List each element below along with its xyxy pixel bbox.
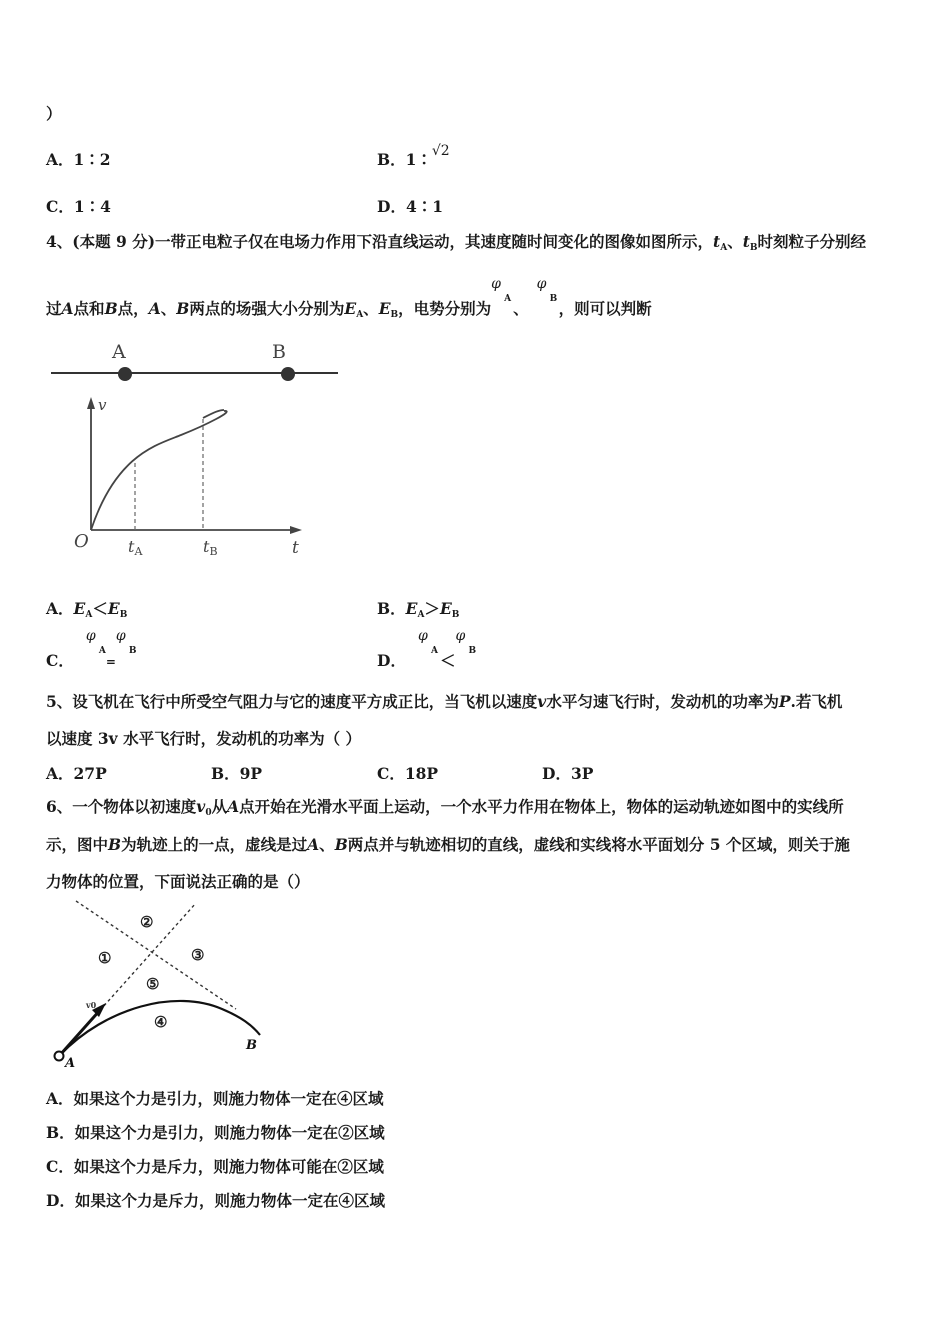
q4-tick-tA-sub: A bbox=[134, 545, 143, 558]
q4-tA: t bbox=[713, 232, 721, 251]
q6-line2 bbox=[46, 833, 850, 855]
q4-opt-d-phi1-sub: A bbox=[430, 646, 438, 656]
q4-phi-b-glyph: φ bbox=[536, 276, 547, 292]
q4-l2-c: 点， bbox=[117, 299, 149, 318]
q5-line2: 以速度 3v 水平飞行时，发动机的功率为（ ） bbox=[46, 729, 361, 748]
q4-l2-d: 、 bbox=[160, 299, 177, 318]
q4-label-a: A bbox=[112, 341, 126, 363]
q6-region-4: ④ bbox=[154, 1013, 168, 1031]
q4-option-a bbox=[46, 597, 127, 619]
q4-opt-c-phi2 bbox=[115, 628, 138, 666]
q4-tick-tA bbox=[128, 537, 143, 558]
q4-l2-A2: A bbox=[148, 299, 161, 318]
q4-l2-g: ，则可以判断 bbox=[558, 299, 652, 318]
q4-l2-f: ，电势分别为 bbox=[398, 299, 492, 318]
q4-phi-b-sub: B bbox=[549, 294, 558, 304]
q4-opt-d-phi2-sub: B bbox=[468, 646, 477, 656]
q4-option-d bbox=[377, 628, 477, 671]
q5-l1-P: P bbox=[778, 692, 791, 711]
q4-l2-sep2: 、 bbox=[513, 299, 529, 318]
q4-opt-c-phi2-sub: B bbox=[128, 646, 137, 656]
q4-l2-b: 点和 bbox=[73, 299, 105, 318]
q4-l2-sep: 、 bbox=[363, 299, 379, 318]
q3-option-d: D．4∶1 bbox=[377, 197, 444, 216]
q6-label-b: B bbox=[246, 1038, 257, 1053]
q4-option-c bbox=[46, 628, 138, 671]
q4-opt-a-E1: E bbox=[73, 599, 86, 618]
q6-l1-a: 6、一个物体以初速度 bbox=[46, 797, 197, 816]
q6-region-5: ⑤ bbox=[146, 975, 160, 993]
q4-origin-label: O bbox=[74, 531, 89, 552]
q6-l1-b: 从 bbox=[211, 797, 228, 816]
q4-l2-E2-sub: B bbox=[390, 310, 399, 320]
q4-option-b bbox=[377, 597, 459, 619]
q6-l2-c: 、 bbox=[319, 835, 335, 854]
q4-opt-c-rel: = bbox=[105, 655, 116, 669]
q6-region-3: ③ bbox=[191, 946, 205, 964]
q3-option-c: C．1∶4 bbox=[46, 197, 111, 216]
q4-tick-tB-sub: B bbox=[209, 545, 218, 558]
q4-l2-B: B bbox=[104, 299, 118, 318]
q4-l2-a: 过 bbox=[46, 299, 62, 318]
q4-point-b bbox=[281, 367, 295, 381]
q4-opt-b-label: B． bbox=[377, 599, 406, 618]
q6-line3: 力物体的位置，下面说法正确的是（） bbox=[46, 872, 310, 891]
q4-l2-e: 两点的场强大小分别为 bbox=[189, 299, 345, 318]
q6-l1-A: A bbox=[227, 797, 240, 816]
q4-phi-a-sub: A bbox=[504, 294, 512, 304]
q4-l2-E2: E bbox=[378, 299, 391, 318]
q5-option-a: A．27P bbox=[46, 764, 107, 783]
q5-option-b: B．9P bbox=[211, 764, 263, 783]
q6-label-v0: v0 bbox=[86, 1000, 97, 1010]
q6-option-a: A．如果这个力是引力，则施力物体一定在④区域 bbox=[46, 1089, 384, 1108]
q6-l2-A: A bbox=[307, 835, 320, 854]
q4-tick-tB bbox=[203, 537, 218, 558]
q5-option-d: D．3P bbox=[542, 764, 594, 783]
q4-tB-sub: B bbox=[749, 243, 758, 253]
q4-line1 bbox=[46, 230, 866, 252]
q6-l2-a: 示，图中 bbox=[46, 835, 109, 854]
q4-tick-tA-t: t bbox=[128, 537, 135, 556]
q4-opt-a-sub1: A bbox=[85, 610, 93, 620]
q6-l2-B2: B bbox=[334, 835, 348, 854]
q4-vt-curve bbox=[91, 411, 227, 530]
q3-option-a: A．1∶2 bbox=[46, 150, 111, 169]
q4-axis-t-label: t bbox=[292, 538, 299, 558]
q5-l1-mid: 水平匀速飞行时，发动机的功率为 bbox=[546, 692, 779, 711]
q6-l1-c: 点开始在光滑水平面上运动，一个水平力作用在物体上，物体的运动轨迹如图中的实线所 bbox=[239, 797, 844, 816]
q4-point-a bbox=[118, 367, 132, 381]
q4-opt-b-E1: E bbox=[405, 599, 418, 618]
q4-opt-c-phi1-glyph: φ bbox=[85, 628, 96, 644]
q5-l1-post: .若飞机 bbox=[790, 692, 843, 711]
q4-l2-B2: B bbox=[176, 299, 190, 318]
q6-label-a: A bbox=[65, 1056, 76, 1071]
q4-opt-a-sub2: B bbox=[119, 610, 128, 620]
q4-tick-tB-t: t bbox=[203, 537, 210, 556]
q4-opt-c-phi1 bbox=[85, 628, 108, 666]
q4-l2-A: A bbox=[61, 299, 74, 318]
q4-opt-d-phi2-glyph: φ bbox=[455, 628, 466, 644]
q3-option-b bbox=[377, 143, 450, 170]
q4-label-b: B bbox=[272, 341, 286, 363]
q4-opt-d-rel: ＜ bbox=[439, 651, 456, 670]
q4-opt-a-label: A． bbox=[46, 599, 74, 618]
q4-axis-v-label: v bbox=[98, 396, 107, 414]
q4-t-arrow bbox=[290, 526, 302, 534]
q5-l1-v: v bbox=[537, 692, 547, 711]
q4-opt-a-E2: E bbox=[107, 599, 120, 618]
q6-line1 bbox=[46, 795, 844, 817]
q4-opt-b-E2: E bbox=[439, 599, 452, 618]
q6-region-2: ② bbox=[140, 913, 154, 931]
q6-region-1: ① bbox=[98, 949, 112, 967]
q4-opt-a-rel: ＜ bbox=[92, 599, 108, 618]
q4-phi-b bbox=[536, 276, 559, 314]
q6-option-d: D．如果这个力是斥力，则施力物体一定在④区域 bbox=[46, 1191, 385, 1210]
q3-option-b-text: B．1∶ bbox=[377, 150, 432, 169]
q4-opt-b-sub1: A bbox=[417, 610, 425, 620]
q3-paren: ） bbox=[46, 104, 62, 123]
q6-figure bbox=[46, 897, 276, 1072]
q5-option-c: C．18P bbox=[377, 764, 439, 783]
q6-point-a bbox=[55, 1052, 64, 1061]
q4-opt-b-sub2: B bbox=[451, 610, 460, 620]
q4-opt-c-phi2-glyph: φ bbox=[115, 628, 126, 644]
q4-opt-d-phi1 bbox=[417, 628, 440, 666]
q4-opt-b-rel: ＞ bbox=[424, 599, 440, 618]
q6-l1-v0-sub: 0 bbox=[205, 808, 212, 818]
q4-opt-d-phi1-glyph: φ bbox=[417, 628, 428, 644]
q4-line1-pre: 4、(本题 9 分)一带正电粒子仅在电场力作用下沿直线运动，其速度随时间变化的图像如图所示， bbox=[46, 232, 714, 251]
q4-opt-c-label: C． bbox=[46, 651, 74, 670]
q6-l2-B: B bbox=[108, 835, 122, 854]
q3-option-b-root: √2 bbox=[431, 143, 450, 159]
q4-phi-a bbox=[491, 276, 513, 314]
q4-sep: 、 bbox=[727, 232, 743, 251]
q6-l2-d: 两点并与轨迹相切的直线，虚线和实线将水平面划分 5 个区域，则关于施 bbox=[347, 835, 850, 854]
q6-option-c: C．如果这个力是斥力，则施力物体可能在②区域 bbox=[46, 1157, 384, 1176]
q5-line1 bbox=[46, 690, 842, 712]
q6-option-b: B．如果这个力是引力，则施力物体一定在②区域 bbox=[46, 1123, 385, 1142]
q6-l1-v0: v bbox=[196, 797, 206, 816]
q6-l2-b: 为轨迹上的一点，虚线是过 bbox=[121, 835, 308, 854]
q4-l2-E1: E bbox=[344, 299, 357, 318]
q4-opt-d-phi2 bbox=[455, 628, 477, 666]
q4-l2-E1-sub: A bbox=[356, 310, 364, 320]
q4-opt-c-phi1-sub: A bbox=[98, 646, 106, 656]
q4-line2 bbox=[46, 276, 652, 320]
q4-figure bbox=[46, 335, 346, 565]
q4-phi-a-glyph: φ bbox=[491, 276, 501, 292]
q4-line1-post: 时刻粒子分别经 bbox=[757, 232, 867, 251]
q4-opt-d-label: D． bbox=[377, 651, 406, 670]
q4-v-arrow bbox=[87, 397, 95, 409]
q4-tA-sub: A bbox=[720, 243, 728, 253]
q5-l1-pre: 5、设飞机在飞行中所受空气阻力与它的速度平方成正比，当飞机以速度 bbox=[46, 692, 538, 711]
q4-tB: t bbox=[742, 232, 750, 251]
